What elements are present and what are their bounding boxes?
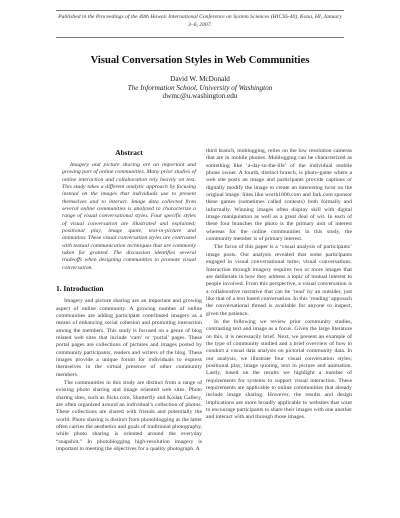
abstract-heading: Abstract	[115, 148, 143, 157]
right-paragraph-2: The focus of this paper is a ‘visual analysis of participants’ image posts. Our analysis revealed that some participants engaged in visual conversational turns; visual conversations. Interaction through imagery requires two or more images that are deliberate in how they address a topic of mutual interest to people involved. From this perspective, a visual conversation is a collaborative narrative that can be ‘read’ by an outsider, just like that of a text based conversation. In this ‘reading’ approach the conversational thread is available for anyone to inspect, given the patience.	[206, 244, 352, 317]
right-column	[206, 148, 352, 422]
abstract-text: Imagery and picture sharing are an important and growing part of online communities. Many prior studies of online interaction and collaboration rely heavily on text. This study takes a different analytic approach by focusing instead on the images that individuals use to present themselves and to interact. Image data collected from several online communities is analyzed to characterize a range of visual conversational styles. Four specific styles of visual conversation are illustrated and explained; positional play, image quote, text-in-picture and animation. These visual conversation styles are contrasted with textual communication techniques that are commonly taken for granted. The discussion identifies several tradeoffs when designing communities to promote visual conversation.	[62, 162, 196, 271]
left-column	[56, 148, 202, 453]
author-block	[60, 75, 340, 101]
author-affiliation: The Information School, University of Washington	[127, 83, 273, 92]
right-paragraph-1: third branch, moblogging, relies on the low resolution cameras that are in mobile phones. Moblogging can be characterized as something like ‘a-day-in-the-life’ of the individual mobile phone owner. A fourth, distinct branch, is photo-game where a web site posts an image and participants provide captions or digitally modify the image to create an interesting twist on the original image. Sites like worth1000.com and fark.com sponsor these games (sometimes called contests) both formally and informally. Winning images often display skill with digital image manipulation as well as a great deal of wit. In each of these four branches the photo is the primary unit of interest whereas for the online communities in this study, the community member is of primary interest.	[206, 148, 352, 243]
intro-paragraph-1: Imagery and picture sharing are an important and growing aspect of online community. A growing number of online communities are adding participant contributed imagery as a means of enhancing social cohesion and promoting interaction among the members. This study is focused on a genre of blog related web sites that include ‘cam’ or ‘portal’ pages. These portal pages are collections of pictures and images posted by community participants, readers and writers of the blog. These images provide a unique forum for individuals to express themselves in the virtual presence of other community members.	[56, 298, 202, 378]
author-name: David W. McDonald	[170, 75, 230, 83]
introduction-heading: 1. Introduction	[56, 284, 104, 294]
publication-note: Published in the Proceedings of the 40th Hawaii International Conference on System Sciences (HICSS-40), Kona, HI, January 3–6, 2007.	[58, 14, 342, 28]
paper-title: Visual Conversation Styles in Web Communities	[90, 55, 310, 66]
right-paragraph-3: In the following we review prior community studies, contrasting text and image as a focus. Given the large literature on this, it is necessarily brief. Next, we present an example of the type of community studied and a brief overview of how to conduct a visual data analysis on pictorial community data. In our analysis, we illustrate four visual conversation styles; positional play, image quoting, text in picture and animation. Lastly, based on the results we highlight a number of requirements for systems to support visual interaction. These requirements are applicable to online communities that already include image sharing. However, the results and design implications are more broadly applicable to websites that want to encourage participants to share their images with one another and interact with and through those images.	[206, 318, 352, 421]
author-email: dwmc@u.washington.edu	[162, 92, 238, 101]
intro-paragraph-2: The communities in this study are distinct from a range of existing photo sharing and image oriented web sites. Photo sharing sites, such as flickr.com, Shutterfly and Kodak Gallery, are often organized around an individual’s collection of photos. These collections are shared with friends and potentially the world. Photo sharing is distinct from photoblogging as the latter often carries the aesthetics and goals of traditional photography, while photo sharing is oriented around the everyday “snapshot.” In photoblogging high-resolution imagery is important to meeting the objectives for a quality photograph. A	[56, 379, 202, 453]
